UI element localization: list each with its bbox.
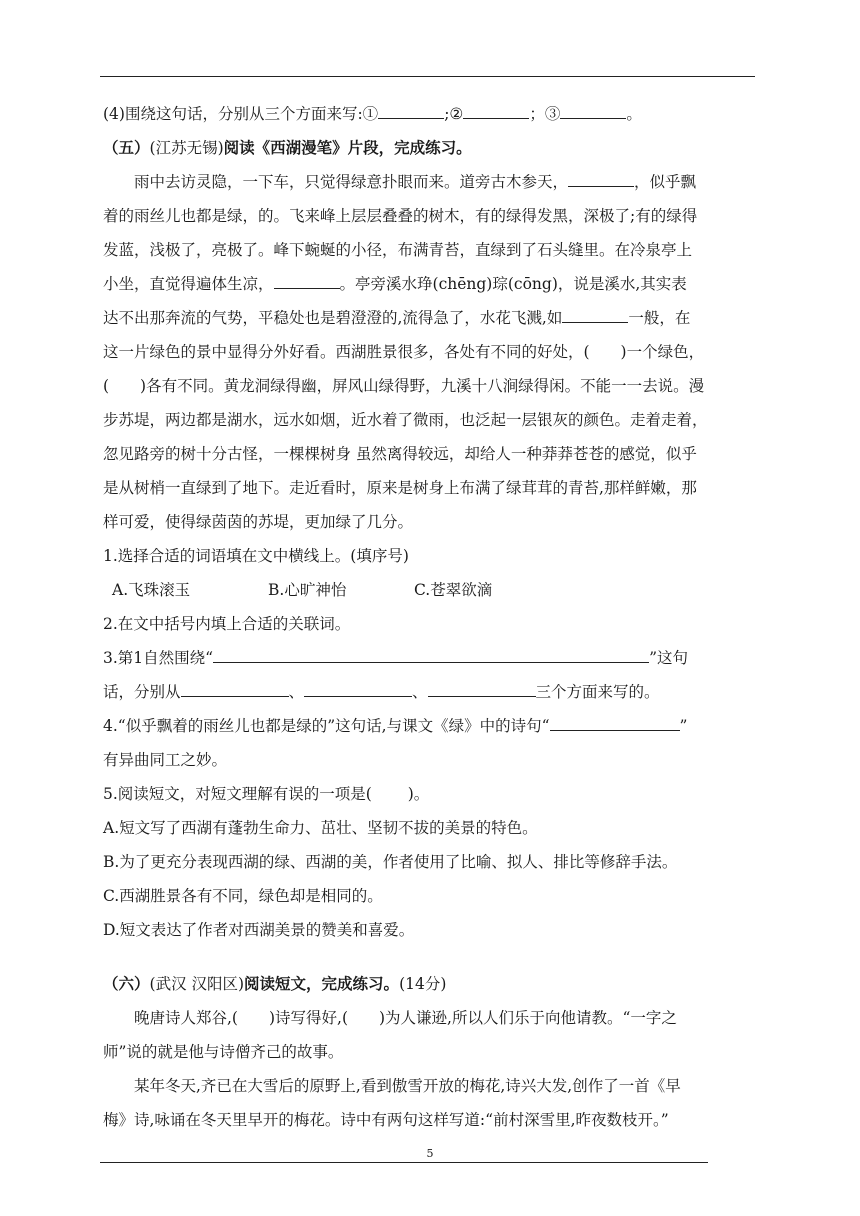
passage-line bbox=[103, 165, 763, 199]
section-5-passage bbox=[103, 165, 763, 539]
passage-text: 这一片绿色的景中显得分外好看。西湖胜景很多，各处有不同的好处，( )一个绿色， bbox=[103, 343, 705, 361]
question-1: 1.选择合适的词语填在文中横线上。(填序号) bbox=[103, 547, 409, 565]
question-3-text: 话，分别从 bbox=[103, 683, 181, 701]
answer-blank-aspect-2[interactable] bbox=[304, 681, 412, 697]
passage-text: 忽见路旁的树十分古怪，一棵棵树身 虽然离得较远，却给人一种莽莽苍苍的感觉，似乎 bbox=[103, 445, 697, 463]
footer-rule bbox=[100, 1162, 708, 1163]
question-4-text: 4.“似乎飘着的雨丝儿也都是绿的”这句话,与课文《绿》中的诗句“ bbox=[103, 717, 550, 735]
passage-line: 梅》诗,咏诵在冬天里早开的梅花。诗中有两句这样写道:“前村深雪里,昨夜数枝开。” bbox=[103, 1111, 669, 1129]
q4-prior-text: (4)围绕这句话，分别从三个方面来写:① bbox=[103, 105, 379, 123]
passage-text: 达不出那奔流的气势，平稳处也是碧澄澄的,流得急了，水花飞溅,如 bbox=[103, 309, 563, 327]
question-1-options bbox=[103, 573, 763, 607]
passage-line bbox=[103, 267, 763, 301]
passage-text: ( )各有不同。黄龙洞绿得幽，屏风山绿得野，九溪十八涧绿得闲。不能一一去说。漫 bbox=[103, 377, 705, 395]
section-6-title: 阅读短文，完成练习。 bbox=[244, 974, 400, 993]
passage-text: ，似乎飘 bbox=[634, 173, 697, 191]
section-5-heading bbox=[103, 131, 763, 165]
question-4-cont: 有异曲同工之妙。 bbox=[103, 751, 228, 769]
answer-blank-2[interactable] bbox=[463, 103, 529, 119]
section-6-heading bbox=[103, 967, 763, 1001]
answer-blank-poem[interactable] bbox=[550, 715, 680, 731]
passage-text: 着的雨丝儿也都是绿，的。飞来峰上层层叠叠的树木，有的绿得发黑，深极了;有的绿得 bbox=[103, 207, 698, 225]
answer-blank-sentence[interactable] bbox=[213, 647, 649, 663]
passage-text: 。亭旁溪水琤(chēng)琮(cōng)，说是溪水,其实表 bbox=[339, 275, 687, 293]
question-4 bbox=[103, 709, 763, 743]
page-number: 5 bbox=[426, 1147, 434, 1160]
passage-line bbox=[103, 437, 763, 471]
passage-text: 是从树梢一直绿到了地下。走近看时，原来是树身上布满了绿茸茸的青苔,那样鲜嫩，那 bbox=[103, 479, 697, 497]
passage-text: 一般，在 bbox=[628, 309, 691, 327]
section-5-title: 阅读《西湖漫笔》片段，完成练习。 bbox=[223, 138, 472, 157]
answer-blank-aspect-3[interactable] bbox=[428, 681, 536, 697]
question-5-option-a: A.短文写了西湖有蓬勃生命力、茁壮、坚韧不拔的美景的特色。 bbox=[103, 819, 538, 837]
passage-blank[interactable] bbox=[274, 273, 340, 289]
question-3 bbox=[103, 641, 763, 675]
section-6-score: (14分) bbox=[399, 975, 447, 993]
option-a: A.飞珠滚玉 bbox=[112, 581, 191, 599]
passage-line: 师”说的就是他与诗僧齐己的故事。 bbox=[103, 1043, 344, 1061]
passage-text: 步苏堤，两边都是湖水，远水如烟，近水着了微雨，也泛起一层银灰的颜色。走着走着， bbox=[103, 411, 708, 429]
question-3-cont bbox=[103, 675, 763, 709]
passage-blank[interactable] bbox=[568, 171, 634, 187]
option-b: B.心旷神怡 bbox=[268, 581, 347, 599]
question-5-option-b: B.为了更充分表现西湖的绿、西湖的美，作者使用了比喻、拟人、排比等修辞手法。 bbox=[103, 853, 678, 871]
question-3-sep: 、 bbox=[412, 683, 428, 701]
passage-line bbox=[103, 505, 763, 539]
passage-line bbox=[103, 233, 763, 267]
answer-blank-1[interactable] bbox=[378, 103, 444, 119]
passage-line bbox=[103, 369, 763, 403]
passage-line bbox=[103, 301, 763, 335]
option-c: C.苍翠欲滴 bbox=[414, 581, 493, 599]
answer-blank-aspect-1[interactable] bbox=[181, 681, 289, 697]
q4-prior-sep: ;② bbox=[444, 105, 464, 123]
question-5-option-d: D.短文表达了作者对西湖美景的赞美和喜爱。 bbox=[103, 921, 415, 939]
passage-line: 某年冬天,齐已在大雪后的原野上,看到傲雪开放的梅花,诗兴大发,创作了一首《早 bbox=[134, 1077, 681, 1095]
section-spacer bbox=[103, 947, 763, 967]
passage-blank[interactable] bbox=[562, 307, 628, 323]
question-3-end: 三个方面来写的。 bbox=[535, 683, 660, 701]
question-5: 5.阅读短文，对短文理解有误的一项是( )。 bbox=[103, 785, 430, 803]
section-6-number: （六） bbox=[103, 974, 150, 993]
passage-text: 雨中去访灵隐，一下车，只觉得绿意扑眼而来。道旁古木参天， bbox=[134, 173, 569, 191]
question-3-text: ”这句 bbox=[649, 649, 689, 667]
question-3-text: 3.第1自然围绕“ bbox=[103, 649, 214, 667]
section-5-number: （五） bbox=[103, 138, 150, 157]
passage-text: 小坐，直觉得遍体生凉， bbox=[103, 275, 274, 293]
passage-line: 晚唐诗人郑谷,( )诗写得好,( )为人谦逊,所以人们乐于向他请教。“一字之 bbox=[134, 1009, 677, 1027]
header-rule bbox=[100, 76, 755, 77]
passage-line bbox=[103, 199, 763, 233]
section-6-source: (武汉 汉阳区) bbox=[149, 975, 245, 993]
question-3-sep: 、 bbox=[288, 683, 305, 701]
q4-prior-line bbox=[103, 97, 763, 131]
passage-line bbox=[103, 403, 763, 437]
passage-line bbox=[103, 335, 763, 369]
passage-line bbox=[103, 471, 763, 505]
q4-prior-end: 。 bbox=[626, 105, 642, 123]
page-content bbox=[103, 97, 763, 1137]
question-2: 2.在文中括号内填上合适的关联词。 bbox=[103, 615, 351, 633]
section-5-source: (江苏无锡) bbox=[149, 139, 224, 157]
passage-text: 样可爱，使得绿茵茵的苏堤，更加绿了几分。 bbox=[103, 513, 414, 531]
question-5-option-c: C.西湖胜景各有不同，绿色却是相同的。 bbox=[103, 887, 383, 905]
question-4-text: ” bbox=[679, 717, 688, 735]
answer-blank-3[interactable] bbox=[560, 103, 626, 119]
passage-text: 发蓝，浅极了，亮极了。峰下蜿蜒的小径，布满青苔，直绿到了石头缝里。在冷泉亭上 bbox=[103, 241, 693, 259]
q4-prior-sep: ；③ bbox=[529, 105, 561, 123]
